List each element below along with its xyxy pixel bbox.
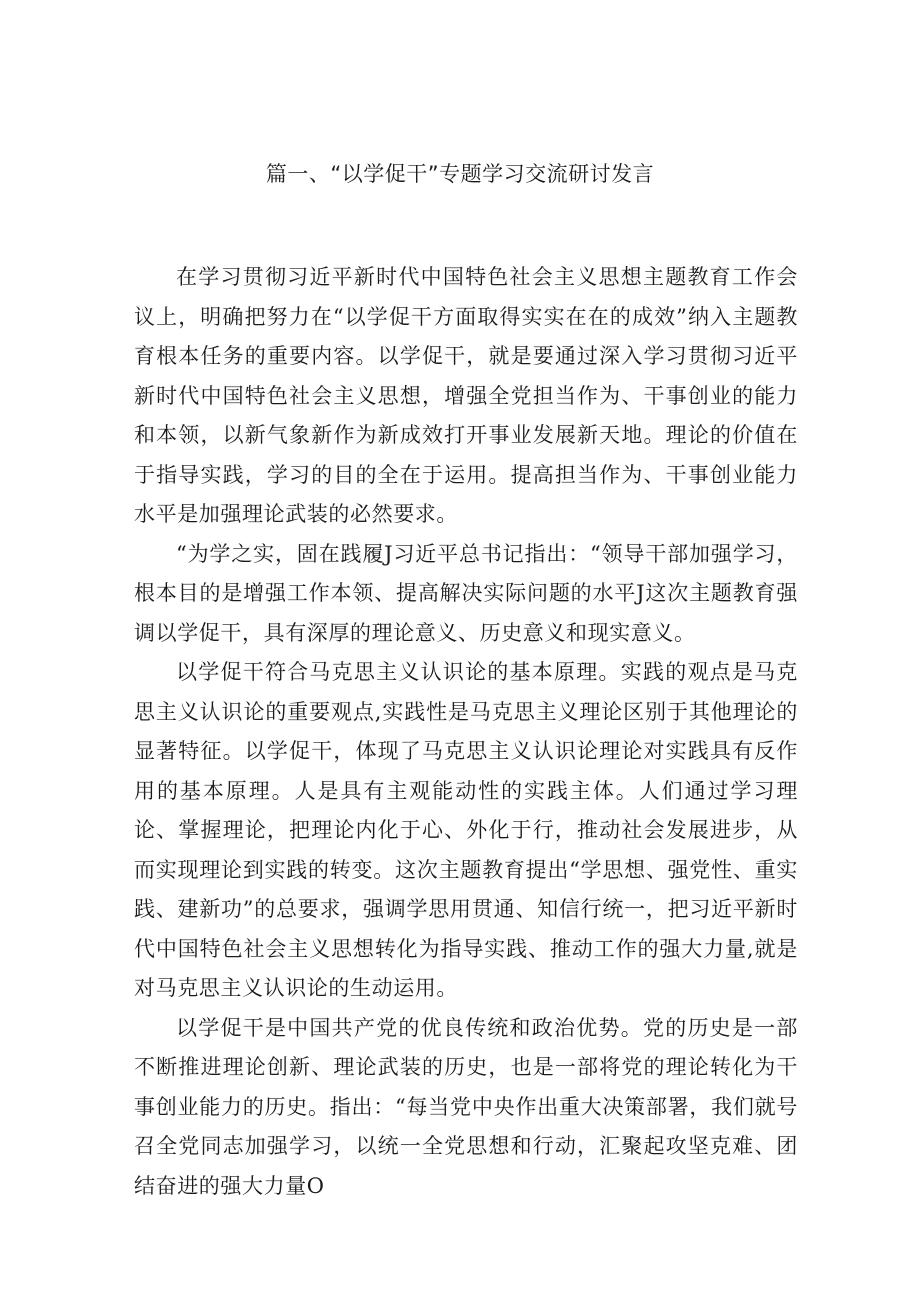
paragraph-4: 以学促干是中国共产党的优良传统和政治优势。党的历史是一部不断推进理论创新、理论武装的历史，也是一部将党的理论转化为干事创业能力的历史。指出：“每当党中央作出重大决策部署，我们就号召全党同志加强学习，以统一全党思想和行动，汇聚起攻坚克难、团结奋进的强大力量O	[134, 1015, 798, 1198]
paragraph-2: “为学之实，固在践履J习近平总书记指出：“领导干部加强学习，根本目的是增强工作本领、提高解决实际问题的水平J这次主题教育强调以学促干，具有深厚的理论意义、历史意义和现实意义。	[134, 541, 798, 645]
document-title: 篇一、“以学促干”专题学习交流研讨发言	[265, 162, 655, 186]
document-body	[134, 258, 798, 1206]
paragraph-1: 在学习贯彻习近平新时代中国特色社会主义思想主题教育工作会议上，明确把努力在“以学促干方面取得实实在在的成效”纳入主题教育根本任务的重要内容。以学促干，就是要通过深入学习贯彻习近平新时代中国特色社会主义思想，增强全党担当作为、干事创业的能力和本领，以新气象新作为新成效打开事业发展新天地。理论的价值在于指导实践，学习的目的全在于运用。提高担当作为、干事创业能力水平是加强理论武装的必然要求。	[134, 265, 798, 526]
paragraph-3: 以学促干符合马克思主义认识论的基本原理。实践的观点是马克思主义认识论的重要观点,实践性是马克思主义理论区别于其他理论的显著特征。以学促干，体现了马克思主义认识论理论对实践具有反作用的基本原理。人是具有主观能动性的实践主体。人们通过学习理论、掌握理论，把理论内化于心、外化于行，推动社会发展进步，从而实现理论到实践的转变。这次主题教育提出“学思想、强党性、重实践、建新功”的总要求，强调学思用贯通、知信行统一，把习近平新时代中国特色社会主义思想转化为指导实践、推动工作的强大力量,就是对马克思主义认识论的生动运用。	[134, 660, 798, 1000]
